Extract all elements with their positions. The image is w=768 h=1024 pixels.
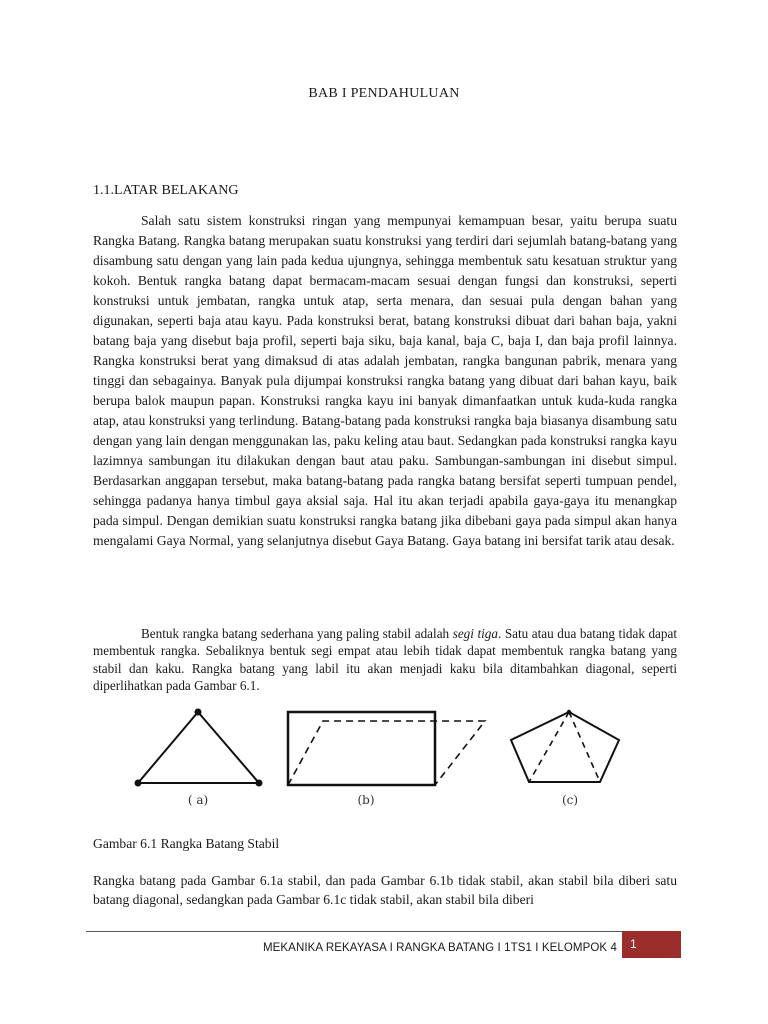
page-number-badge xyxy=(622,931,681,958)
paragraph-triangle-emphasis: segi tiga xyxy=(452,626,498,641)
figure-truss-shapes xyxy=(118,704,678,814)
footer-divider xyxy=(86,931,626,932)
paragraph-triangle-after: . Satu atau dua batang tidak dapat membentuk rangka. Sebaliknya bentuk segi empat atau lebih tidak dapat membentuk rangka batang yang stabil dan kaku. Rangka batang yang labil itu akan menjadi kaku bila ditambahkan diagonal, seperti diperlihatkan pada Gambar 6.1. xyxy=(93,626,678,694)
paragraph-explanation: Rangka batang pada Gambar 6.1a stabil, dan pada Gambar 6.1b tidak stabil, akan stabil bila diberi satu batang diagonal, sedangkan pada Gambar 6.1c tidak stabil, akan stabil bila diberi xyxy=(93,873,677,907)
section-heading: 1.1.LATAR BELAKANG xyxy=(93,183,239,198)
paragraph-triangle-before: Bentuk rangka batang sederhana yang paling stabil adalah xyxy=(141,626,453,641)
chapter-title: BAB I PENDAHULUAN xyxy=(308,86,460,101)
paragraph-triangle xyxy=(93,625,677,695)
page-number: 1 xyxy=(630,937,637,951)
footer-text: MEKANIKA REKAYASA I RANGKA BATANG I 1TS1 I KELOMPOK 4 xyxy=(262,942,617,954)
figure-label-c: (c) xyxy=(561,793,579,807)
figure-label-b: (b) xyxy=(357,793,375,807)
figure-label-a: ( a) xyxy=(187,793,209,807)
figure-caption: Gambar 6.1 Rangka Batang Stabil xyxy=(93,836,280,851)
paragraph-intro: Salah satu sistem konstruksi ringan yang mempunyai kemampuan besar, yaitu berupa suatu Rangka Batang. Rangka batang merupakan suatu konstruksi yang terdiri dari sejumlah batang-batang yang disambung satu dengan yang lain pada kedua ujungnya, sehingga membentuk satu kesatuan struktur yang kokoh. Bentuk rangka batang dapat bermacam-macam sesuai dengan fungsi dan konstruksi, seperti konstruksi untuk jembatan, rangka untuk atap, serta menara, dan sesuai pula dengan bahan yang digunakan, seperti baja atau kayu. Pada konstruksi berat, batang konstruksi dibuat dari bahan baja, yakni batang baja yang disebut baja profil, seperti baja siku, baja kanal, baja C, baja I, dan baja profil lainnya. Rangka konstruksi berat yang dimaksud di atas adalah jembatan, rangka bangunan pabrik, menara yang tinggi dan sebagainya. Banyak pula dijumpai konstruksi rangka batang yang dibuat dari bahan kayu, baik berupa balok maupun papan. Konstruksi rangka kayu ini banyak dimanfaatkan untuk kuda-kuda rangka atap, atau konstruksi yang terlindung. Batang-batang pada konstruksi rangka baja biasanya disambung satu dengan yang lain dengan menggunakan las, paku keling atau baut. Sedangkan pada konstruksi rangka kayu lazimnya sambungan itu dilakukan dengan baut atau paku. Sambungan-sambungan ini disebut simpul. Berdasarkan anggapan tersebut, maka batang-batang pada rangka batang bersifat seperti tumpuan pendel, sehingga padanya hanya timbul gaya aksial saja. Hal itu akan terjadi apabila gaya-gaya itu menangkap pada simpul. Dengan demikian suatu konstruksi rangka batang jika dibebani gaya pada simpul akan hanya mengalami Gaya Normal, yang selanjutnya disebut Gaya Batang. Gaya batang ini bersifat tarik atau desak. xyxy=(93,213,677,548)
figure-c-pentagon xyxy=(511,710,619,782)
figure-b-rectangle xyxy=(288,712,485,785)
figure-a-triangle xyxy=(136,710,262,786)
